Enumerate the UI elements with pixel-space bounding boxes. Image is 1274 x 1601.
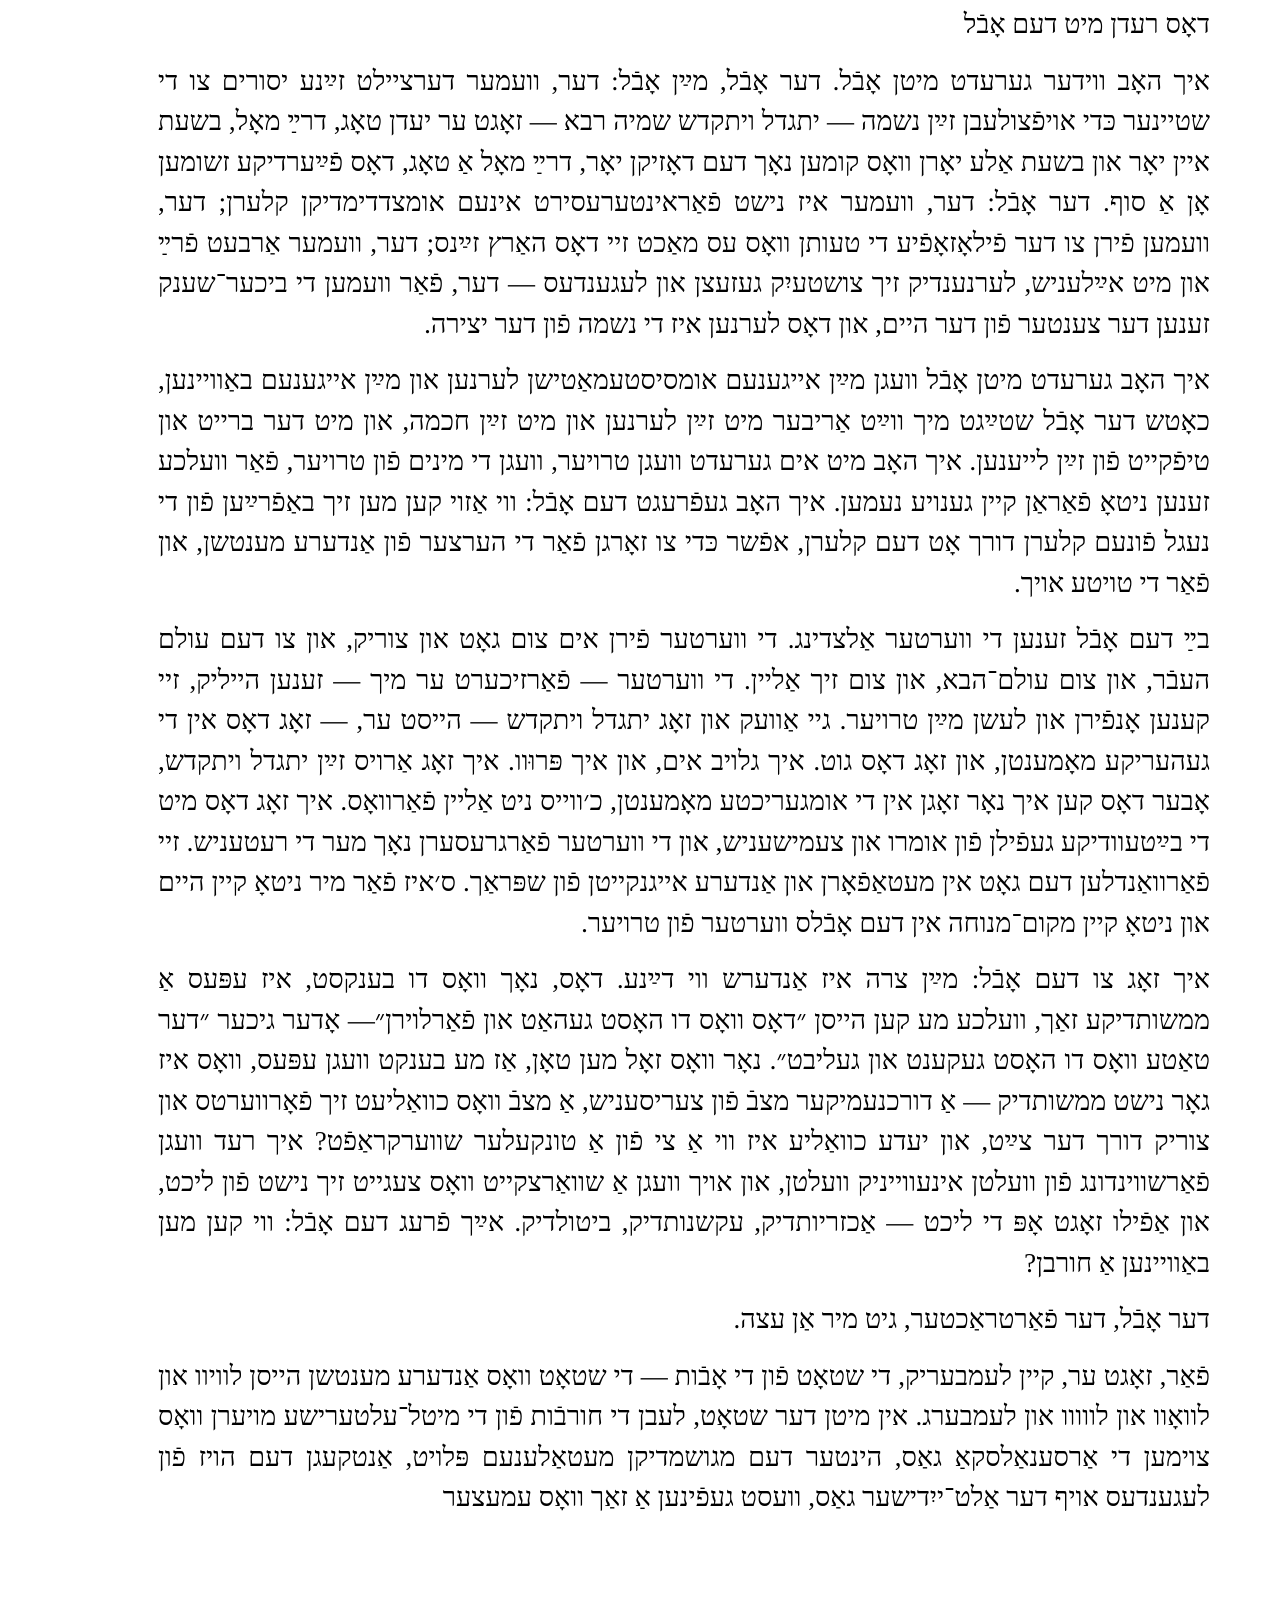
paragraph-1: איך האָב ווידער גערעדט מיטן אָבֿל. דער אָבֿל, מײַן אָבֿל: דער, וועמער דערציילט זײַנע יסורים צו די שטיינער כּדי אויפֿצולעבן זײַן נשמה — יתגדל ויתקדש שמיה רבא — זאָגט ער יעדן טאָג, דרײַ מאָל, בשעת איין יאָר און בשעת אַלע יאָרן וואָס קומען נאָך דעם דאָזיקן יאָר, דרײַ מאָל אַ טאָג, דאָס פֿײַערדיקע זשומען אָן אַ סוף. דער אָבֿל: דער, וועמער איז נישט פֿאַראינטערעסירט אינעם אומצדדימדיקן קלערן; דער, וועמען פֿירן צו דער פֿילאָזאָפֿיע די טעותן וואָס עס מאַכט זיי דאָס האַרץ זײַנס; דער, וועמער אַרבעט פֿרײַ און מיט אײַלעניש, לערנענדיק זיך צושטעיִק געזעצן און לעגענדעס — דער, פֿאַר וועמען די ביכער־שענק זענען דער צענטער פֿון דער היים, און דאָס לערנען איז די נשמה פֿון דער יצירה.: [158, 65, 1210, 339]
paragraph-5: דער אָבֿל, דער פֿאַרטראַכטער, גיט מיר אַן עצה.: [733, 1304, 1210, 1334]
document-title: דאָס רעדן מיט דעם אָבֿל: [963, 9, 1210, 39]
paragraph-4: איך זאָג צו דעם אָבֿל: מײַן צרה איז אַנדערש ווי דײַנע. דאָס, נאָך וואָס דו בענקסט, איז עפּעס אַ ממשותדיקע זאַך, וועלכע מע קען הייסן ״דאָס וואָס דו האָסט געהאַט און פֿאַרלוירן״— אָדער גיכער ״דער טאַטע וואָס דו האָסט געקענט און געליבט״. נאָר וואָס זאָל מען טאָן, אַז מע בענקט וועגן עפּעס, וואָס איז גאָר נישט ממשותדיק — אַ דורכנעמיקער מצבֿ פֿון צעריסעניש, אַ מצבֿ וואָס כוואַליעט זיך פֿאָרווערטס און צוריק דורך דער צײַט, און יעדע כוואַליע איז ווי אַ צי פֿון אַ טונקעלער שווערקראַפֿט? איך רעד וועגן פֿאַרשווינדונג פֿון וועלטן אינעווייניק וועלטן, און אויך וועגן אַ שוואַרצקייט וואָס צעגייט זיך נישט פֿון ליכט, און אַפֿילו זאָגט אָפּ די ליכט — אַכזריותדיק, עקשנותדיק, ביטולדיק. אײַך פֿרעג דעם אָבֿל: ווי קען מען באַוויינען אַ חורבן?: [158, 964, 1210, 1278]
paragraph-3: בײַ דעם אָבֿל זענען די ווערטער אַלצדינג. די ווערטער פֿירן אים צום גאָט און צוריק, און צו דעם עולם העבֿר, און צום עולם־הבא, און צום זיך אַליין. די ווערטער — פֿאַרזיכערט ער מיך — זענען הייליק, זיי קענען אָנפֿירן און לעשן מײַן טרויער. גיי אַוועק און זאָג יתגדל ויתקדש — הייסט ער, — זאָג דאָס אין די געהעריקע מאָמענטן, און זאָג דאָס גוט. איך גלויב אים, און איך פּרוּוו. איך זאָג אַרויס זײַן יתגדל ויתקדש, אָבער דאָס קען איך נאָר זאָגן אין די אומגעריכטע מאָמענטן, כ׳ווייס ניט אַליין פֿאַרוואָס. איך זאָג דאָס מיט די בײַטעוודיקע געפֿילן פֿון אומרו און צעמישעניש, און די ווערטער פֿאַרגרעסערן נאָך מער די רעטעניש. זיי פֿאַרוואַנדלען דעם גאָט אין מעטאַפֿאָרן און אַנדערע אייגנקייטן פֿון שפּראַך. ס׳איז פֿאַר מיר ניטאָ קיין היים און ניטאָ קיין מקום־מנוחה אין דעם אָבֿלס ווערטער פֿון טרויער.: [158, 624, 1210, 938]
paragraph-2: איך האָב גערעדט מיטן אָבֿל וועגן מײַן אייגענעם אומסיסטעמאַטישן לערנען און מײַן אייגענעם באַוויינען, כאָטש דער אָבֿל שטײַגט מיך ווײַט אַריבער מיט זײַן לערנען און מיט זײַן חכמה, און מיט דער ברייט און טיפֿקייט פֿון זײַן לייענען. איך האָב מיט אים גערעדט וועגן טרויער, וועגן די מינים פֿון טרויער, פֿאַר וועלכע זענען ניטאָ פֿאַראַן קיין גענויע נעמען. איך האָב געפֿרעגט דעם אָבֿל: ווי אַזוי קען מען זיך באַפֿרײַען פֿון די נעגל פֿונעם קלערן דורך אָט דעם קלערן, אפֿשר כּדי צו זאָרגן פֿאַר די הערצער פֿון אַנדערע מענטשן, און פֿאַר די טויטע אויך.: [158, 365, 1210, 598]
paragraph-6: פֿאַר, זאָגט ער, קיין לעמבעריק, די שטאָט פֿון די אָבֿות — די שטאָט וואָס אַנדערע מענטשן הייסן לוויוו און לוואָוו און לווווו און לעמבערג. אין מיטן דער שטאָט, לעבן די חורבֿות פֿון די מיטל־עלטערישע מויערן וואָס צוימען די אַרסענאַלסקאַ גאַס, הינטער דעם מגושמדיקן מעטאַלענעם פּלויט, אַנטקעגן דעם הויז פֿון לעגענדעס אויף דער אַלט־ייִדישער גאַס, וועסט געפֿינען אַ זאַך וואָס עמעצער: [158, 1360, 1210, 1512]
